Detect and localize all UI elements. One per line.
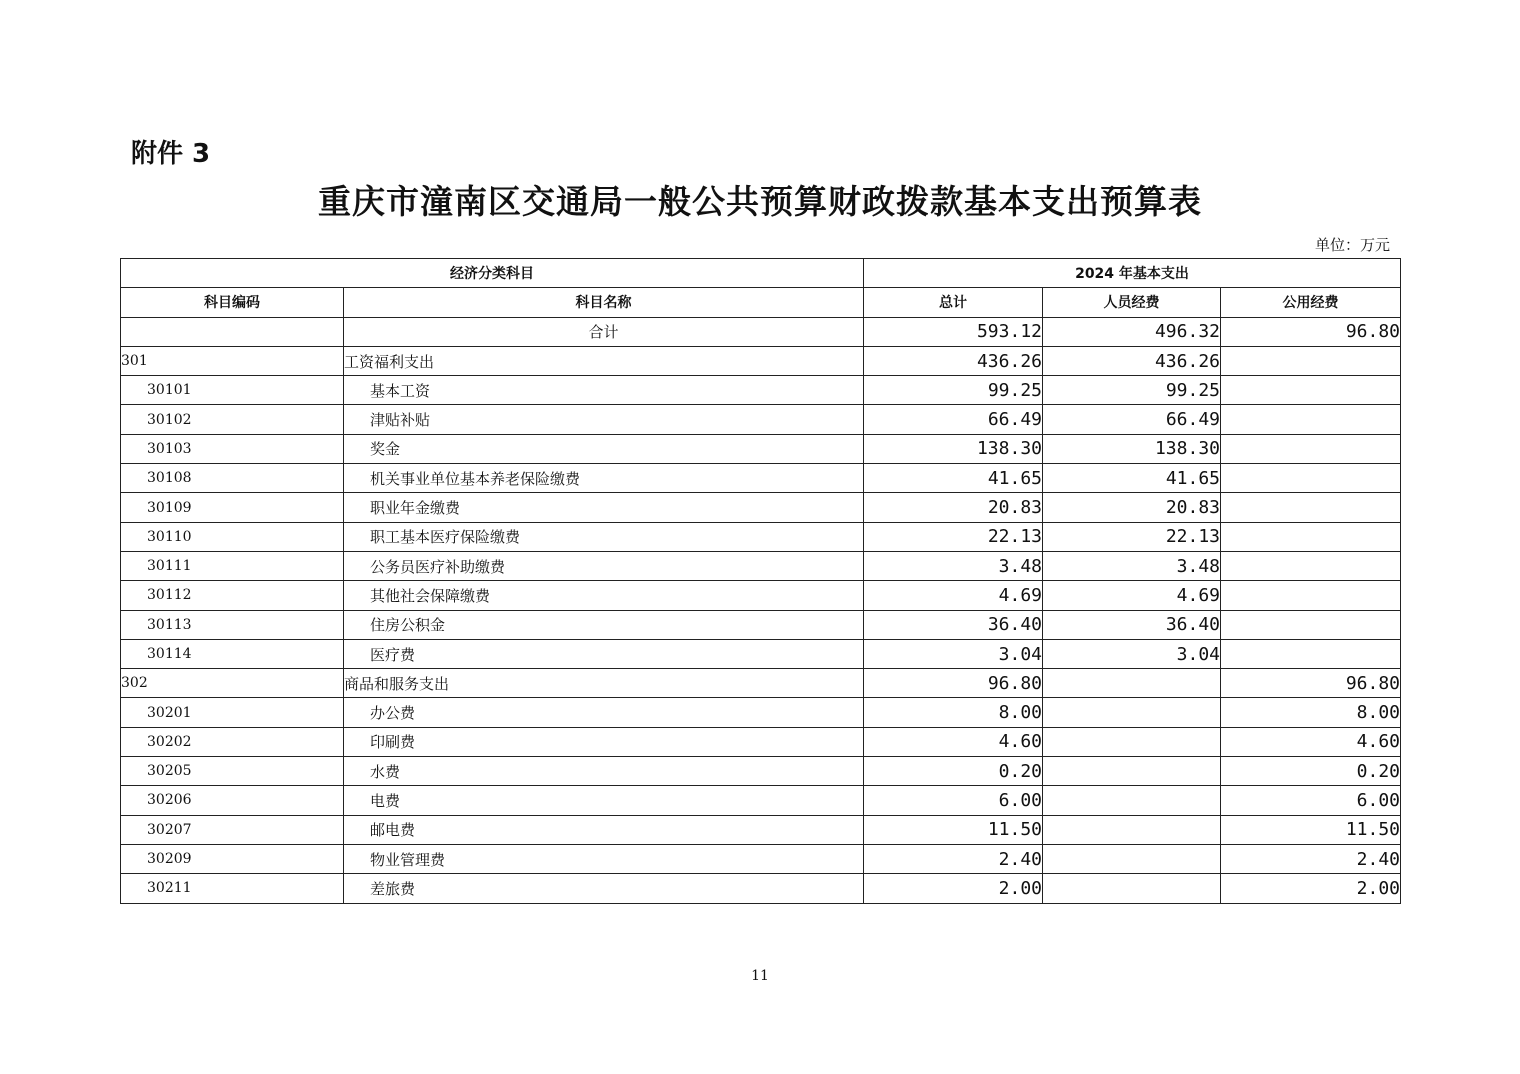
cell-personnel: 3.04 [1043,639,1221,668]
cell-personnel [1043,786,1221,815]
cell-personnel: 99.25 [1043,376,1221,405]
table-row [121,757,1401,786]
cell-personnel: 41.65 [1043,464,1221,493]
cell-public [1221,610,1401,639]
cell-personnel: 4.69 [1043,581,1221,610]
cell-name: 职工基本医疗保险缴费 [344,522,864,551]
table-row [121,346,1401,375]
cell-personnel: 36.40 [1043,610,1221,639]
cell-name: 住房公积金 [344,610,864,639]
table-row [121,405,1401,434]
cell-public: 8.00 [1221,698,1401,727]
table-row [121,610,1401,639]
cell-public [1221,639,1401,668]
cell-personnel [1043,698,1221,727]
cell-name: 医疗费 [344,639,864,668]
cell-code: 30113 [121,610,344,639]
cell-code: 30202 [121,727,344,756]
cell-code: 30206 [121,786,344,815]
cell-code: 30207 [121,815,344,844]
cell-code: 30103 [121,434,344,463]
header-column-row [121,288,1401,317]
cell-personnel: 22.13 [1043,522,1221,551]
cell-personnel: 20.83 [1043,493,1221,522]
cell-name: 合计 [344,317,864,346]
cell-public [1221,346,1401,375]
header-code: 科目编码 [121,288,344,317]
header-group-row [121,259,1401,288]
cell-name: 印刷费 [344,727,864,756]
cell-total: 4.69 [864,581,1043,610]
header-total: 总计 [864,288,1043,317]
table-row [121,815,1401,844]
cell-name: 工资福利支出 [344,346,864,375]
header-economic-class: 经济分类科目 [121,259,864,288]
cell-total: 22.13 [864,522,1043,551]
cell-personnel [1043,874,1221,903]
cell-public: 96.80 [1221,669,1401,698]
cell-public: 0.20 [1221,757,1401,786]
cell-code: 30109 [121,493,344,522]
cell-total: 593.12 [864,317,1043,346]
cell-code: 30102 [121,405,344,434]
cell-public [1221,464,1401,493]
cell-personnel [1043,844,1221,873]
cell-total: 20.83 [864,493,1043,522]
cell-code: 30205 [121,757,344,786]
cell-public [1221,434,1401,463]
cell-total: 3.04 [864,639,1043,668]
cell-public [1221,581,1401,610]
cell-name: 基本工资 [344,376,864,405]
cell-code [121,317,344,346]
cell-personnel: 66.49 [1043,405,1221,434]
table-row [121,669,1401,698]
cell-code: 30211 [121,874,344,903]
cell-personnel: 436.26 [1043,346,1221,375]
cell-name: 其他社会保障缴费 [344,581,864,610]
cell-public: 2.40 [1221,844,1401,873]
table-row [121,522,1401,551]
cell-code: 30111 [121,551,344,580]
cell-public [1221,522,1401,551]
cell-total: 99.25 [864,376,1043,405]
cell-public [1221,376,1401,405]
table-row [121,317,1401,346]
unit-label: 单位：万元 [1314,236,1390,254]
table-row [121,551,1401,580]
cell-total: 4.60 [864,727,1043,756]
header-personnel: 人员经费 [1043,288,1221,317]
cell-name: 奖金 [344,434,864,463]
cell-personnel [1043,757,1221,786]
cell-name: 差旅费 [344,874,864,903]
cell-code: 302 [121,669,344,698]
header-name: 科目名称 [344,288,864,317]
cell-code: 30112 [121,581,344,610]
page-number: 11 [751,968,769,984]
table-row [121,376,1401,405]
cell-code: 30114 [121,639,344,668]
table-row [121,698,1401,727]
table-row [121,786,1401,815]
cell-public [1221,493,1401,522]
table-row [121,581,1401,610]
table-row [121,727,1401,756]
cell-code: 30110 [121,522,344,551]
budget-table [120,258,1401,904]
cell-name: 电费 [344,786,864,815]
table-row [121,639,1401,668]
cell-total: 436.26 [864,346,1043,375]
cell-total: 8.00 [864,698,1043,727]
cell-public [1221,551,1401,580]
cell-name: 机关事业单位基本养老保险缴费 [344,464,864,493]
cell-total: 138.30 [864,434,1043,463]
cell-personnel [1043,815,1221,844]
cell-code: 30101 [121,376,344,405]
table-row [121,434,1401,463]
cell-name: 商品和服务支出 [344,669,864,698]
cell-public: 2.00 [1221,874,1401,903]
cell-code: 30201 [121,698,344,727]
cell-public: 4.60 [1221,727,1401,756]
cell-personnel [1043,669,1221,698]
cell-public: 11.50 [1221,815,1401,844]
table-row [121,874,1401,903]
page-title: 重庆市潼南区交通局一般公共预算财政拨款基本支出预算表 [318,182,1202,221]
cell-personnel: 3.48 [1043,551,1221,580]
cell-total: 6.00 [864,786,1043,815]
header-basic-expenditure: 2024 年基本支出 [864,259,1401,288]
table-row [121,844,1401,873]
cell-name: 物业管理费 [344,844,864,873]
cell-total: 2.00 [864,874,1043,903]
cell-total: 3.48 [864,551,1043,580]
cell-code: 30108 [121,464,344,493]
cell-code: 30209 [121,844,344,873]
cell-total: 0.20 [864,757,1043,786]
table-row [121,464,1401,493]
cell-public: 6.00 [1221,786,1401,815]
cell-total: 41.65 [864,464,1043,493]
cell-name: 办公费 [344,698,864,727]
cell-public [1221,405,1401,434]
cell-total: 96.80 [864,669,1043,698]
cell-name: 职业年金缴费 [344,493,864,522]
cell-personnel: 138.30 [1043,434,1221,463]
cell-personnel [1043,727,1221,756]
table-row [121,493,1401,522]
cell-personnel: 496.32 [1043,317,1221,346]
cell-code: 301 [121,346,344,375]
cell-name: 公务员医疗补助缴费 [344,551,864,580]
cell-total: 11.50 [864,815,1043,844]
cell-total: 66.49 [864,405,1043,434]
cell-name: 津贴补贴 [344,405,864,434]
cell-public: 96.80 [1221,317,1401,346]
cell-total: 2.40 [864,844,1043,873]
cell-name: 水费 [344,757,864,786]
attachment-label: 附件 3 [131,139,211,169]
header-public: 公用经费 [1221,288,1401,317]
cell-name: 邮电费 [344,815,864,844]
cell-total: 36.40 [864,610,1043,639]
